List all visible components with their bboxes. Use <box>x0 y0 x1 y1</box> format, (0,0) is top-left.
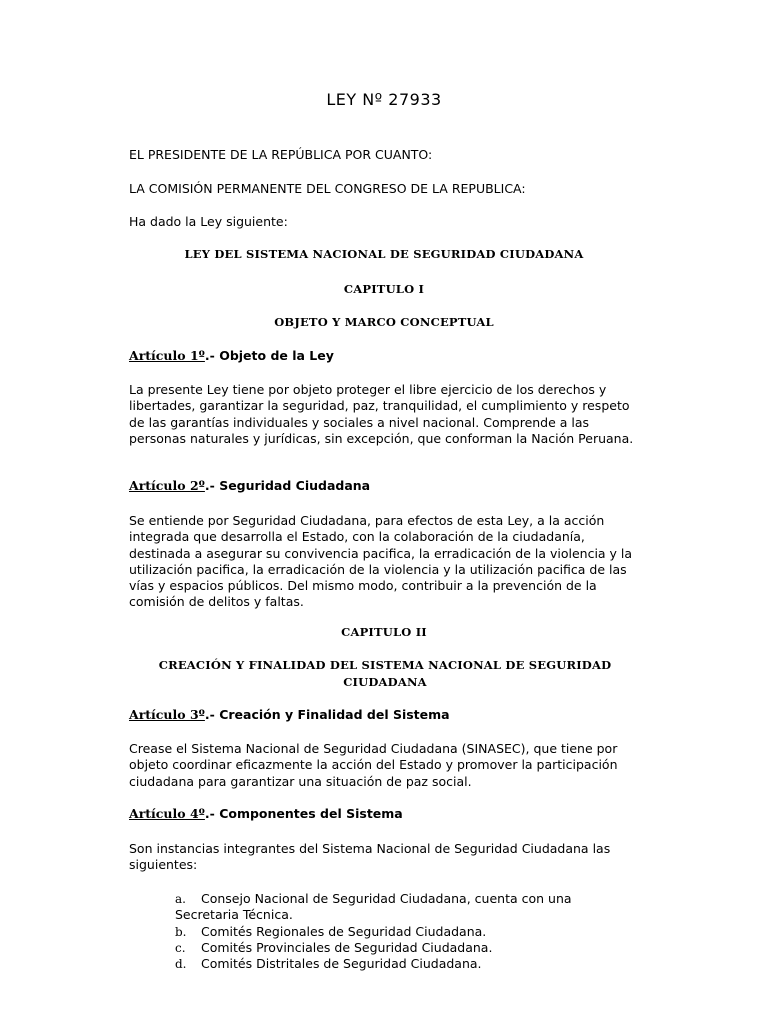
article-4-title: .- Componentes del Sistema <box>204 806 403 821</box>
list-item <box>175 924 635 940</box>
chapter-2-label: CAPITULO II <box>341 625 427 639</box>
article-3-heading <box>129 707 649 722</box>
article-4-heading <box>129 806 649 821</box>
article-2-title: .- Seguridad Ciudadana <box>204 478 371 493</box>
list-marker: b. <box>175 924 187 939</box>
components-list <box>175 891 635 972</box>
article-3-title: .- Creación y Finalidad del Sistema <box>204 707 450 722</box>
law-number-title: LEY Nº 27933 <box>326 90 442 109</box>
article-2-text: Se entiende por Seguridad Ciudadana, para efectos de esta Ley, a la acción integrada que desarrolla el Estado, con la colaboración de la ciudadanía, destinada a asegurar su convivencia pacifica, la erradicación de la violencia y la utilización pacifica, la erradicación de la violencia y la utilización pacifica de las vías y espacios públicos. Del mismo modo, contribuir a la prevención de la comisión de delitos y faltas. <box>129 513 633 610</box>
list-item-text: Comités Distritales de Seguridad Ciudadana. <box>201 956 482 972</box>
article-1-heading <box>129 348 649 363</box>
list-marker: d. <box>175 957 187 972</box>
law-name-heading: LEY DEL SISTEMA NACIONAL DE SEGURIDAD CIUDADANA <box>184 247 584 261</box>
chapter-1-label: CAPITULO I <box>343 282 425 296</box>
chapter-1-title: OBJETO Y MARCO CONCEPTUAL <box>274 315 494 329</box>
list-item <box>175 891 635 924</box>
list-item-text: Comités Regionales de Seguridad Ciudadana. <box>201 923 487 939</box>
chapter-2-title: CREACIÓN Y FINALIDAD DEL SISTEMA NACIONAL DE SEGURIDAD CIUDADANA <box>158 658 612 689</box>
article-2-number: Artículo 2º <box>129 478 205 493</box>
intro-line-president: EL PRESIDENTE DE LA REPÚBLICA POR CUANTO: <box>129 147 433 162</box>
list-marker: a. <box>175 892 186 906</box>
list-marker: c. <box>175 940 186 955</box>
intro-line-given: Ha dado la Ley siguiente: <box>129 214 288 229</box>
article-2-heading <box>129 478 649 493</box>
list-item <box>175 940 635 956</box>
article-4-number: Artículo 4º <box>129 806 205 821</box>
article-1-number: Artículo 1º <box>129 348 205 363</box>
article-4-text: Son instancias integrantes del Sistema Nacional de Seguridad Ciudadana las siguientes: <box>129 841 611 873</box>
intro-line-commission: LA COMISIÓN PERMANENTE DEL CONGRESO DE LA REPUBLICA: <box>129 181 526 196</box>
list-item-text: Consejo Nacional de Seguridad Ciudadana, cuenta con una Secretaria Técnica. <box>175 891 572 923</box>
list-item-text: Comités Provinciales de Seguridad Ciudadana. <box>201 939 493 955</box>
article-3-number: Artículo 3º <box>129 707 205 722</box>
article-1-text: La presente Ley tiene por objeto proteger el libre ejercicio de los derechos y libertades, garantizar la seguridad, paz, tranquilidad, el cumplimiento y respeto de las garantías individuales y sociales a nivel nacional. Comprende a las personas naturales y jurídicas, sin excepción, que conforman la Nación Peruana. <box>129 382 634 446</box>
article-1-title: .- Objeto de la Ley <box>204 348 334 363</box>
article-3-text: Crease el Sistema Nacional de Seguridad Ciudadana (SINASEC), que tiene por objeto coordinar eficazmente la acción del Estado y promover la participación ciudadana para garantizar una situación de paz social. <box>129 741 618 789</box>
list-item <box>175 956 635 972</box>
